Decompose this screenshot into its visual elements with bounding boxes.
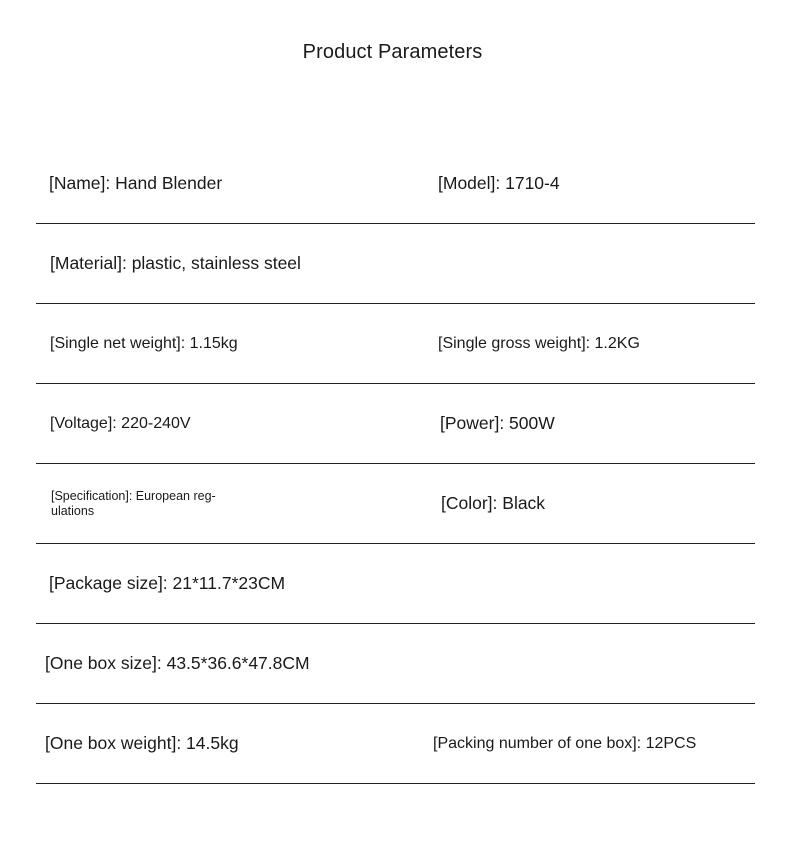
table-row	[36, 464, 755, 544]
param-package-size: [Package size]: 21*11.7*23CM	[49, 573, 286, 593]
parameters-table	[36, 144, 755, 784]
param-model: [Model]: 1710-4	[438, 173, 560, 193]
table-row	[36, 704, 755, 784]
param-specification: [Specification]: European reg- ulations	[51, 488, 216, 518]
param-voltage: [Voltage]: 220-240V	[50, 414, 191, 432]
param-material: [Material]: plastic, stainless steel	[50, 253, 301, 273]
table-row	[36, 224, 755, 304]
table-row	[36, 304, 755, 384]
page-title: Product Parameters	[302, 41, 483, 63]
param-packing-number: [Packing number of one box]: 12PCS	[433, 734, 697, 752]
param-power: [Power]: 500W	[440, 413, 555, 433]
table-row	[36, 144, 755, 224]
param-name: [Name]: Hand Blender	[49, 173, 223, 193]
param-one-box-weight: [One box weight]: 14.5kg	[45, 733, 239, 753]
table-row	[36, 384, 755, 464]
table-row	[36, 624, 755, 704]
param-one-box-size: [One box size]: 43.5*36.6*47.8CM	[45, 653, 310, 673]
param-color: [Color]: Black	[441, 493, 546, 513]
table-row	[36, 544, 755, 624]
param-single-net-weight: [Single net weight]: 1.15kg	[50, 334, 238, 352]
param-single-gross-weight: [Single gross weight]: 1.2KG	[438, 334, 640, 352]
